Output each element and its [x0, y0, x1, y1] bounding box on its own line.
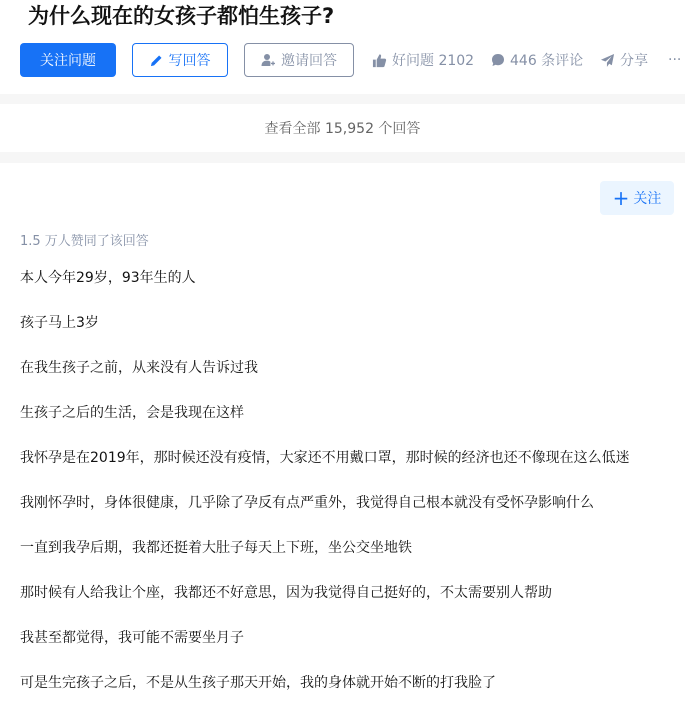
answer-paragraph: 孩子马上3岁 — [20, 315, 99, 331]
question-header — [0, 0, 685, 94]
comment-bubble-icon — [491, 53, 505, 67]
answer-paragraph: 本人今年29岁，93年生的人 — [20, 270, 196, 286]
plus-icon: + — [612, 186, 630, 210]
comments-label: 446 条评论 — [510, 53, 584, 69]
answer-paragraph: 生孩子之后的生活，会是我现在这样 — [20, 405, 244, 421]
follow-question-button[interactable]: 关注问题 — [20, 43, 116, 77]
follow-author-button[interactable] — [600, 181, 674, 215]
answer-paragraph: 一直到我孕后期，我都还挺着大肚子每天上下班，坐公交坐地铁 — [20, 540, 412, 556]
share-button[interactable] — [600, 43, 648, 77]
answer-paragraph: 在我生孩子之前，从来没有人告诉过我 — [20, 360, 258, 376]
more-options-button[interactable] — [668, 43, 681, 77]
good-question-label: 好问题 2102 — [392, 53, 475, 69]
question-actions — [20, 43, 682, 77]
answer-paragraph: 我怀孕是在2019年，那时候还没有疫情，大家还不用戴口罩，那时候的经济也还不像现在这么低迷 — [20, 450, 630, 466]
share-label: 分享 — [620, 53, 648, 69]
answer-paragraph: 可是生完孩子之后，不是从生孩子那天开始，我的身体就开始不断的打我脸了 — [20, 675, 496, 691]
invite-user-icon — [261, 53, 275, 67]
upvote-summary: 1.5 万人赞同了该回答 — [20, 234, 149, 249]
answer-card — [0, 163, 685, 726]
answer-paragraph: 我甚至都觉得，我可能不需要坐月子 — [20, 630, 244, 646]
good-question-button[interactable] — [372, 43, 474, 77]
pencil-icon — [150, 54, 163, 67]
paper-plane-icon — [600, 53, 615, 68]
thumbs-up-icon — [372, 53, 387, 68]
invite-answer-label: 邀请回答 — [281, 53, 337, 69]
write-answer-button[interactable] — [132, 43, 228, 77]
write-answer-label: 写回答 — [168, 53, 211, 69]
answer-content — [20, 266, 680, 716]
answer-paragraph: 那时候有人给我让个座，我都还不好意思，因为我觉得自己挺好的，不太需要别人帮助 — [20, 585, 552, 601]
more-icon: ··· — [668, 52, 682, 68]
invite-answer-button[interactable] — [244, 43, 354, 77]
view-all-answers-link[interactable]: 查看全部 15,952 个回答 — [0, 104, 685, 152]
answer-paragraph: 我刚怀孕时，身体很健康，几乎除了孕反有点严重外，我觉得自己根本就没有受怀孕影响什么 — [20, 495, 594, 511]
follow-author-label: 关注 — [633, 191, 662, 207]
comments-button[interactable] — [491, 43, 583, 77]
question-title: 为什么现在的女孩子都怕生孩子? — [28, 4, 335, 28]
